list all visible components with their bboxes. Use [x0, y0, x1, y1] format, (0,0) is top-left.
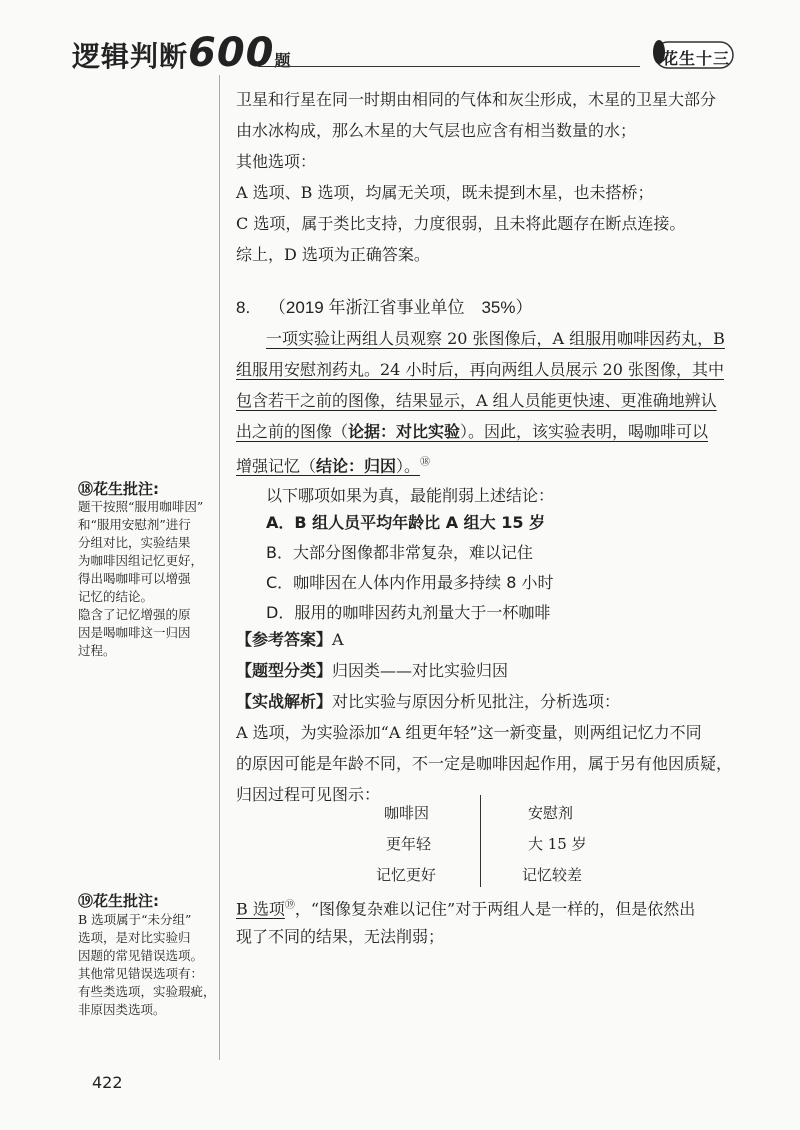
note-19-body: B 选项属于“未分组” 选项，是对比实验归 因题的常见错误选项。 其他常见错误选项有： 有些类选项，实验瑕疵， 非原因类选项。	[78, 912, 216, 1017]
note-ref-18: ⑱	[420, 457, 431, 468]
analysis-intro: 【实战解析】对比实验与原因分析见批注，分析选项：	[236, 692, 621, 711]
page-number: 422	[92, 1073, 123, 1092]
analysis-line: 归因过程可见图示：	[236, 785, 381, 804]
brand-name: 花生十三	[662, 49, 731, 68]
question-stem-line: 组服用安慰剂药丸。24 小时后，再向两组人员展示 20 张图像，其中	[236, 360, 724, 379]
margin-divider	[219, 75, 220, 1060]
diagram-divider	[480, 795, 481, 887]
note-ref-19: ⑲	[284, 900, 295, 911]
analysis-line: 现了不同的结果，无法削弱；	[236, 927, 445, 946]
option-d: D．服用的咖啡因药丸剂量大于一杯咖啡	[266, 603, 551, 622]
reference-answer: 【参考答案】A	[236, 630, 344, 649]
option-c: C．咖啡因在人体内作用最多持续 8 小时	[266, 573, 554, 592]
book-title: 逻辑判断600题	[72, 30, 292, 76]
option-b: B．大部分图像都非常复杂，难以记住	[266, 543, 533, 562]
note-18-title: ⑱花生批注:	[78, 480, 159, 498]
body-text-line: 卫星和行星在同一时期由相同的气体和灰尘形成，木星的卫星大部分	[236, 90, 717, 109]
diagram-left-cell: 记忆更好	[376, 866, 437, 884]
header-rule	[258, 66, 640, 67]
body-text-line: A 选项、B 选项，均属无关项，既未提到木星，也未搭桥；	[236, 183, 654, 202]
analysis-line: A 选项，为实验添加“A 组更年轻”这一新变量，则两组记忆力不同	[236, 723, 702, 742]
diagram-left-cell: 咖啡因	[384, 804, 430, 822]
note-19-title: ⑲花生批注:	[78, 892, 159, 910]
analysis-line: B 选项⑲，“图像复杂难以记住”对于两组人是一样的，但是依然出	[236, 899, 696, 919]
question-stem-line: 一项实验让两组人员观察 20 张图像后，A 组服用咖啡因药丸，B	[266, 329, 725, 348]
question-stem-line: 出之前的图像（论据：对比实验）。因此，该实验表明，喝咖啡可以	[236, 422, 709, 441]
question-header	[236, 292, 766, 323]
body-text-line: 由水冰构成，那么木星的大气层也应含有相当数量的水；	[236, 121, 637, 140]
analysis-line: 的原因可能是年龄不同，不一定是咖啡因起作用，属于另有他因质疑，	[236, 754, 733, 773]
question-prompt: 以下哪项如果为真，最能削弱上述结论：	[266, 486, 555, 505]
diagram-right-cell: 安慰剂	[528, 804, 574, 822]
question-number: 8.	[236, 298, 251, 317]
diagram-right-cell: 大 15 岁	[528, 835, 587, 853]
question-stem-line: 包含若干之前的图像，结果显示，A 组人员能更快速、更准确地辨认	[236, 391, 717, 410]
note-18-body: 题干按照“服用咖啡因” 和“服用安慰剂”进行 分组对比，实验结果 为咖啡因组记忆更好， 得出喝咖啡可以增强 记忆的结论。 隐含了记忆增强的原 因是喝咖啡这一归因 过程。	[78, 499, 204, 658]
diagram-right-cell: 记忆较差	[522, 866, 583, 884]
body-text-line: C 选项，属于类比支持，力度很弱，且未将此题存在断点连接。	[236, 214, 686, 233]
question-type: 【题型分类】归因类——对比实验归因	[236, 661, 509, 680]
question-stem-line: 增强记忆（结论：归因）。⑱	[236, 456, 431, 476]
diagram-left-cell: 更年轻	[386, 835, 432, 853]
body-text-line: 其他选项：	[236, 152, 317, 171]
option-a: A．B 组人员平均年龄比 A 组大 15 岁	[266, 513, 546, 532]
body-text-line: 综上，D 选项为正确答案。	[236, 245, 430, 264]
question-source: （2019 年浙江省事业单位 35%）	[268, 298, 533, 317]
